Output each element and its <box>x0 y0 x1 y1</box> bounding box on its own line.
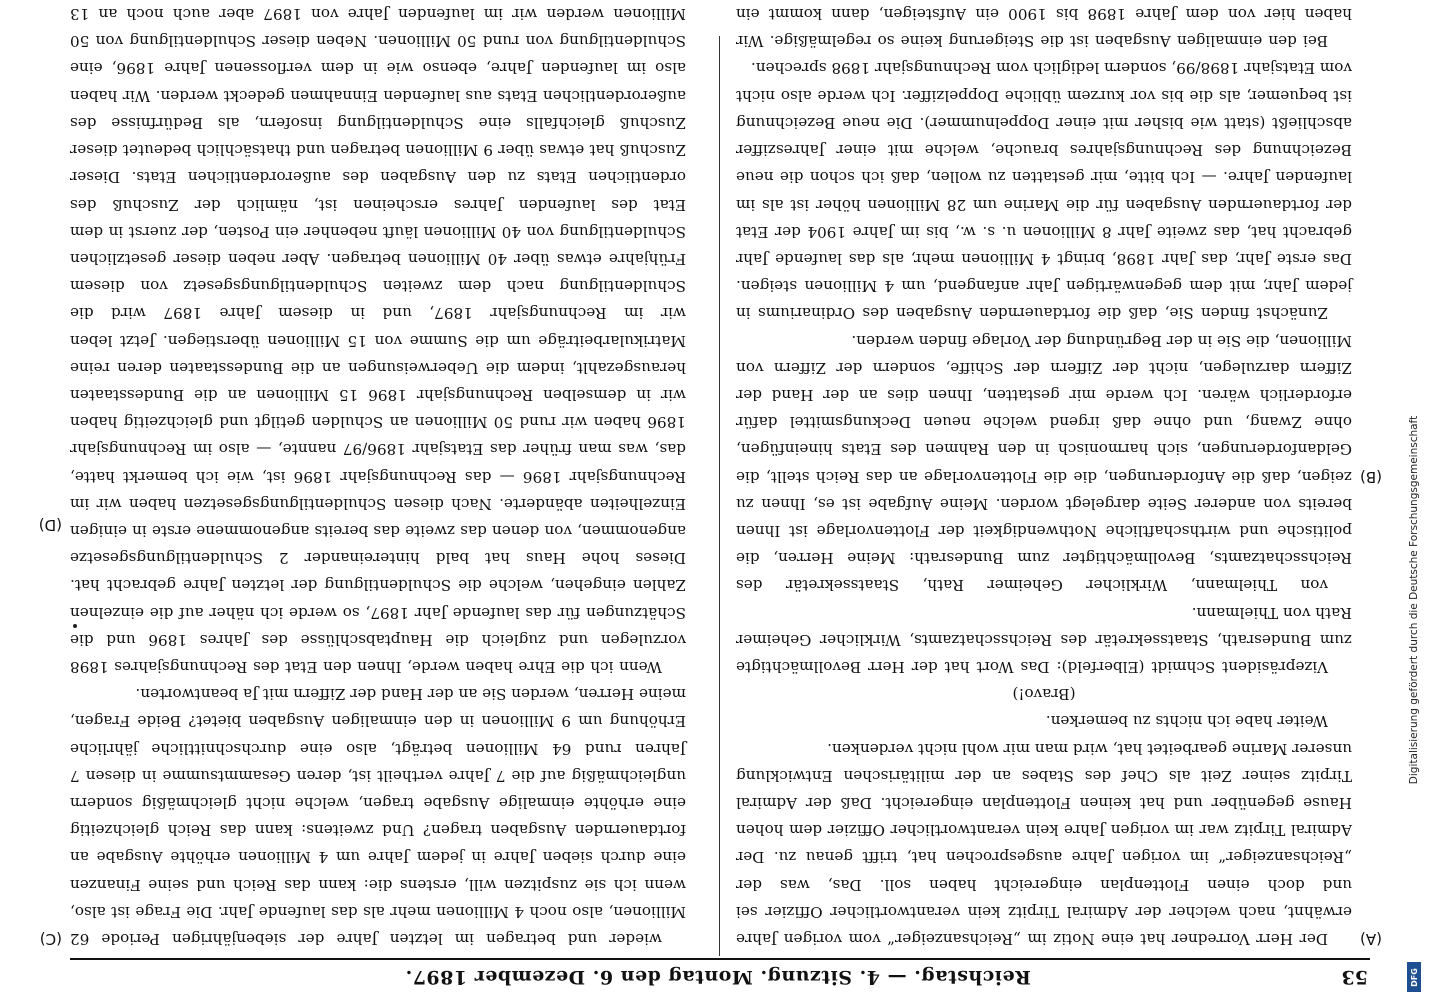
dfg-logo-icon: DFG <box>1407 962 1421 992</box>
paragraph: Zunächst finden Sie, daß die fortdauernden Ausgaben des Ordinariums in jedem Jahr, mit dem gegenwärtigen Jahr anfangend, um 4 Millionen steigen. Das erste Jahr, das Jahr 1898, bringt 4 Millionen mehr, als das laufende Jahr gebracht hat, das zweite Jahr 8 Millionen u. s. w., bis im Jahre 1904 der Etat der fortdauernden Ausgaben für die Marine um 28 Millionen höher ist als im laufenden Jahre. — Ich bitte, mir gestatten zu wollen, daß ich schon die neue Bezeichnung des Rechnungsjahres brauche, welche mit einer Jahresziffer abschließt (statt wie bisher mit einer Doppelnummer). Die neue Bezeichnung ist bequemer, als die bis vor kurzem übliche Doppelziffer. Ich werde also nicht vom Etatsjahr 1898/99, sondern lediglich vom Rechnungsjahr 1898 sprechen. <box>736 59 1352 323</box>
text-column-left <box>736 5 1352 952</box>
paragraph: Wenn ich die Ehre haben werde, Ihnen den Etat des Rechnungsjahres 1898 vorzulegen und zugleich die Hauptabschlüsse des Jahres 1896 und die Schätzungen für das laufende Jahr 1897, so werde ich näher auf die einzelnen Zahlen eingehen, welche die Schuldentilgung der letzten Jahre gebracht hat. Dieses hohe Haus hat bald hintereinander 2 Schuldentilgungsgesetze angenommen, von denen das zweite das bereits angenommene erste in einigen Einzelheiten abänderte. Nach diesen Schuldentilgungsgesetzen haben wir im Rechnungsjahr 1896 — das Rechnungsjahr 1896 ist, wie ich bemerkt hatte, das, was man früher das Etatsjahr 1896/97 nannte, — also im Rechnungsjahr 1896 haben wir rund 50 Millionen an Schulden getilgt und gleichzeitig haben wir in demselben Rechnungsjahr 1896 15 Millionen an die Bundesstaaten herausgezahlt, indem die Ueberweisungen an die Bundesstaaten deren reine Matrikularbeiträge um die Summe von 15 Millionen überstiegen. Jetzt leben wir im Rechnungsjahr 1897, und in diesem Jahre 1897 wird die Schuldentilgung nach dem zweiten Schuldentilgungsgesetz von diesem Frühjahre etwas über 40 Millionen betragen. Aber neben dieser gesetzlichen Schuldentilgung von 40 Millionen läuft nebenher ein Posten, der zuerst in dem Etat des laufenden Jahres erscheinen ist, nämlich der Zuschuß des ordentlichen Etats zu den Ausgaben des außerordentlichen Etats. Dieser Zuschuß hat etwas über 9 Millionen betragen und thatsächlich bedeutet dieser Zuschuß gleichfalls eine Schuldentilgung insofern, als Bedürfnisse des außerordentlichen Etats aus laufenden Einnahmen gedeckt werden. Wir haben also im laufenden Jahre, ebenso wie in dem verflossenen Jahre 1896, eine Schuldentilgung von rund 50 Millionen. Neben dieser Schuldentilgung von 50 Millionen werden wir im laufenden Jahre von 1897 aber auch noch an 13 <box>70 5 686 676</box>
paragraph: wieder und betragen im letzten Jahre der siebenjährigen Periode 62 Millionen, also noch 4 Millionen mehr als das laufende Jahr. Die Frage ist also, wenn ich sie zuspitzen will, erstens die: kann das Reich und seine Finanzen eine durch sieben Jahre in jedem Jahre um 4 Millionen erhöhte Ausgabe an fortdauernden Ausgaben tragen? Und zweitens: kann das Reich gleichzeitig eine erhöhte einmalige Ausgabe tragen, welche nicht gleichmäßig sondern ungleichmäßig auf die 7 Jahre vertheilt ist, deren Gesammtsumme in diesen 7 Jahren rund 64 Millionen beträgt, also eine durchschnittliche jährliche Erhöhung um 9 Millionen in den einmaligen Ausgaben bietet? Beide Fragen, meine Herren, werden Sie an der Hand der Ziffern mit Ja beantworten. <box>70 685 686 948</box>
paragraph: Der Herr Vorredner hat eine Notiz im „Reichsanzeiger“ vom vorigen Jahre erwähnt, nach welcher der Admiral Tirpitz kein verantwortlicher Offizier sei und doch einen Flottenplan eingereicht haben soll. Das, was der „Reichsanzeiger“ im vorigen Jahre ausgesprochen hat, trifft genau zu. Der Admiral Tirpitz war im vorigen Jahre kein verantwortlicher Offizier dem hohen Hause gegenüber und hat keinen Flottenplan eingereicht. Daß der Admiral Tirpitz seiner Zeit als Chef des Stabes an der militärischen Entwicklung unserer Marine gearbeitet hat, wird man mir wohl nicht verdenken. <box>736 739 1352 948</box>
page-number: 53 <box>1341 966 1368 988</box>
column-divider <box>719 36 720 956</box>
text-column-right <box>70 5 686 952</box>
running-title: Reichstag. — 4. Sitzung. Montag den 6. Dezember 1897. <box>405 966 1031 988</box>
header-rule <box>70 958 1370 960</box>
paragraph: von Thielmann, Wirklicher Geheimer Rath, Staatssekretär des Reichsschatzamts, Bevollmächtigter zum Bundesrath: Meine Herren, die politische und wirthschaftliche Nothwendigkeit der Flottenvorlage ist Ihnen bereits von anderer Seite dargelegt worden. Meine Aufgabe ist es, Ihnen zu zeigen, daß die Anforderungen, die die Flottenvorlage an das Reich stellt, die Geldanforderungen, sich harmonisch in den Rahmen des Etats hineinfügen, ohne Zwang, und ohne daß irgend welche neuen Deckungsmittel dafür erforderlich wären. Ich werde mir gestatten, Ihnen dies an der Hand der Ziffern darzulegen, nicht der Ziffern der Schiffe, sondern der Ziffern von Millionen, die Sie in der Begründung der Vorlage finden werden. <box>736 331 1352 595</box>
margin-mark-d: (D) <box>38 516 62 534</box>
paragraph-interjection: (Bravo!) <box>1012 685 1076 704</box>
margin-mark-c: (C) <box>39 930 62 948</box>
paragraph: Weiter habe ich nichts zu bemerken. <box>1045 712 1328 731</box>
paragraph: Bei den einmaligen Ausgaben ist die Steigerung keine so regelmäßige. Wir haben hier von dem Jahre 1898 bis 1900 ein Aufsteigen, dann kommt ein <box>736 5 1352 51</box>
speck-mark <box>73 624 77 628</box>
paragraph: Vizepräsident Schmidt (Elberfeld): Das Wort hat der Herr Bevollmächtigte zum Bundesrath, Staatssekretär des Reichsschatzamts, Wirklicher Geheimer Rath von Thielmann. <box>736 603 1352 676</box>
margin-mark-a: (A) <box>1360 930 1382 948</box>
margin-mark-b: (B) <box>1360 468 1382 486</box>
page-header <box>68 964 1368 988</box>
digitization-credit <box>1404 0 1424 1000</box>
credit-text: Digitalisierung gefördert durch die Deutsche Forschungsgemeinschaft <box>1408 415 1420 785</box>
